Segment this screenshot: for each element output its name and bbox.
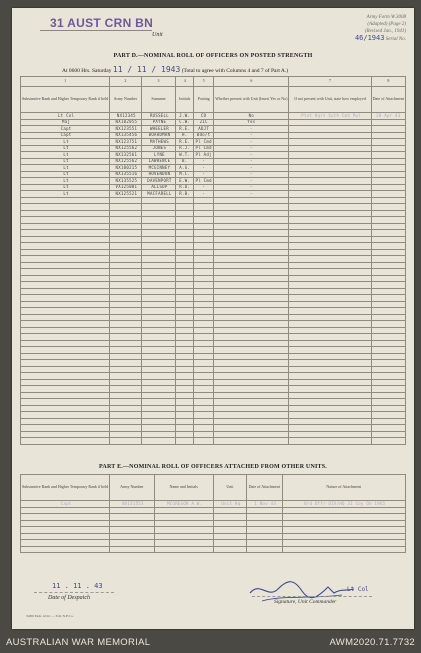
column-header: Date of Attachment	[371, 87, 405, 113]
table-cell: WHEELER	[141, 126, 176, 133]
unit-stamp: 31 AUST CRN BN	[50, 16, 154, 30]
unit-label: Unit	[152, 32, 163, 38]
table-cell: NX125521	[110, 191, 141, 198]
table-cell: NX123751	[110, 139, 141, 146]
column-header: Posting	[194, 87, 214, 113]
serial-number-handwritten: 46/1943	[354, 34, 385, 42]
empty-cell	[110, 438, 141, 445]
table-cell: -	[214, 184, 289, 191]
table-cell: A.G.	[176, 165, 194, 172]
table-cell: B.	[176, 158, 194, 165]
empty-cell	[154, 546, 213, 553]
table-cell: -	[214, 145, 289, 152]
table-cell: -	[214, 165, 289, 172]
table-cell: -	[194, 158, 214, 165]
table-cell: NX12345	[110, 113, 141, 120]
table-cell: -	[194, 184, 214, 191]
table-cell: Lt	[21, 165, 110, 172]
signature-rank: Lt Col	[347, 586, 369, 593]
table-cell: CO	[194, 113, 214, 120]
empty-cell	[213, 546, 246, 553]
table-cell: MCGINNEY	[141, 165, 176, 172]
table-cell: Capt	[21, 501, 110, 508]
table-cell: Lt	[21, 152, 110, 159]
table-cell: Pl Cmd	[195, 145, 212, 150]
table-cell: Ptnt Hqrs Suth Cmd Pwl	[289, 113, 371, 120]
form-reference	[355, 14, 406, 43]
table-cell: W.T.	[176, 152, 194, 159]
table-cell: Maj	[21, 119, 110, 126]
empty-cell	[194, 438, 214, 445]
form-ref-serial-label: Serial No.	[385, 37, 406, 42]
table-cell: MACFARELL	[141, 191, 176, 198]
table-cell: HOVENDON	[141, 171, 176, 178]
table-cell: RUSSELL	[141, 113, 176, 120]
table-cell: R.J.	[176, 145, 194, 152]
signature-line	[252, 596, 372, 597]
table-cell: -	[214, 158, 289, 165]
table-cell: Capt	[21, 126, 110, 133]
table-cell: -	[214, 171, 289, 178]
table-cell: Capt	[21, 132, 110, 139]
unit-underline	[40, 30, 152, 31]
part-d-rows	[21, 113, 406, 445]
table-cell: 1 Nov 43	[247, 501, 283, 508]
time-year-handwritten: 3	[175, 65, 181, 74]
table-cell: LYNE	[141, 152, 176, 159]
part-e-header-row	[21, 475, 406, 501]
column-number: 6	[214, 77, 289, 87]
table-cell: No	[214, 113, 289, 120]
table-cell: BOARDMAN	[141, 132, 176, 139]
table-cell: -	[194, 171, 214, 178]
column-number: 4	[176, 77, 194, 87]
column-number: 5	[194, 77, 214, 87]
table-cell: JONES	[141, 145, 176, 152]
table-cell: -	[214, 139, 289, 146]
empty-cell	[141, 438, 176, 445]
table-cell: Bdo/t	[194, 132, 214, 139]
column-number-row	[21, 77, 406, 87]
table-cell: ADJT	[194, 126, 214, 133]
time-date-handwritten: 11 / 11 / 194	[112, 65, 176, 74]
printer-imprint: 3,000 Pads 12/41 — 3/41 N.F.Co.	[26, 614, 74, 618]
empty-cell	[21, 546, 110, 553]
document-sheet	[12, 8, 414, 629]
column-number: 1	[21, 77, 110, 87]
part-d-title: PART D.—NOMINAL ROLL OF OFFICERS ON POSTED STRENGTH	[113, 53, 313, 59]
column-number: 8	[371, 77, 405, 87]
table-cell: Ord Offr DIV/HQ 31 Coy Oh 1965	[282, 501, 406, 508]
empty-row	[21, 546, 406, 553]
empty-cell	[289, 438, 371, 445]
table-cell: -	[214, 191, 289, 198]
despatch-date-handwritten: 11 . 11 . 43	[52, 582, 103, 590]
despatch-date-line	[34, 592, 114, 593]
part-e-column-header: Unit	[213, 475, 246, 501]
empty-cell	[214, 438, 289, 445]
table-cell: M.C.	[176, 171, 194, 178]
part-e-column-header: Army Number	[110, 475, 154, 501]
signature-label: Signature, Unit Commander	[274, 599, 337, 605]
table-cell: Lt	[21, 178, 110, 185]
table-cell: R.B.	[176, 191, 194, 198]
credit-institution: AUSTRALIAN WAR MEMORIAL	[6, 637, 151, 648]
table-cell: VX125001	[110, 184, 141, 191]
table-cell: 2IC	[194, 119, 214, 126]
despatch-date-label: Date of Despatch	[48, 595, 90, 601]
column-header: Whether present with Unit (Insert Yes or No)	[214, 87, 289, 113]
table-cell: PAYNE	[141, 119, 176, 126]
part-e-rows	[21, 501, 406, 553]
table-cell: -	[214, 178, 289, 185]
table-cell: Yes	[214, 119, 289, 126]
table-cell: Lt	[21, 184, 110, 191]
table-cell: -	[214, 132, 289, 139]
empty-cell	[176, 438, 194, 445]
column-header-row	[21, 87, 406, 113]
table-cell: MATHEWS	[141, 139, 176, 146]
table-cell: -	[194, 191, 214, 198]
column-header: If not present with Unit, state how employed	[289, 87, 371, 113]
table-cell: Lt	[21, 191, 110, 198]
empty-row	[21, 438, 406, 445]
table-cell: NX123551	[110, 126, 141, 133]
table-cell: 20 Apr 43	[371, 113, 405, 120]
column-header: Substantive Rank and Higher Temporary Rank if held	[21, 87, 110, 113]
part-e-table	[20, 474, 406, 553]
table-cell: C.W.	[176, 119, 194, 126]
time-suffix: (Total to agree with Columns 4 and 7 of Part A.)	[181, 68, 289, 74]
column-header: Surname	[141, 87, 176, 113]
empty-cell	[110, 546, 154, 553]
empty-cell	[282, 546, 406, 553]
table-cell: NX135456	[110, 132, 141, 139]
part-e-column-header: Name and Initials	[154, 475, 213, 501]
empty-cell	[21, 438, 110, 445]
table-cell: NX132561	[110, 152, 141, 159]
table-cell: J.W.	[176, 113, 194, 120]
column-header: Army Number	[110, 87, 141, 113]
table-cell: NX125562	[110, 145, 141, 152]
part-e-title: PART E.—NOMINAL ROLL OF OFFICERS ATTACHED FROM OTHER UNITS.	[99, 464, 327, 470]
table-cell: Pl Adj	[195, 151, 212, 157]
table-cell: -	[214, 152, 289, 159]
credit-accession-number: AWM2020.71.7732	[329, 637, 415, 648]
table-cell: -	[194, 165, 214, 172]
table-cell: DAVENPORT	[141, 178, 176, 185]
table-cell: LAWRENCE	[141, 158, 176, 165]
table-cell: E.W.	[176, 178, 194, 185]
form-ref-line3: (Revised Jan., 1941)	[364, 29, 406, 34]
table-cell: NX102055	[110, 119, 141, 126]
part-d-table	[20, 76, 406, 445]
column-number: 3	[141, 77, 176, 87]
table-cell: Lt Col	[21, 113, 110, 120]
table-cell: Pl Cmd	[195, 177, 212, 183]
table-cell: Pl Cmd	[195, 138, 212, 144]
table-cell: NX131553	[110, 501, 154, 508]
table-cell: MCGREGOR A.W.	[154, 501, 213, 508]
table-cell: Lt	[21, 145, 110, 152]
column-number: 2	[110, 77, 141, 87]
table-cell: H.	[176, 132, 194, 139]
time-prefix: At 0600 Hrs. Saturday	[62, 68, 112, 74]
part-e-column-header: Nature of Attachment	[282, 475, 406, 501]
table-cell: Unit Hq	[213, 501, 246, 508]
table-cell: R.D.	[176, 184, 194, 191]
part-d-time-line	[62, 65, 288, 74]
table-cell: R.E.	[176, 126, 194, 133]
table-cell: NX135516	[110, 171, 141, 178]
table-cell: Lt	[21, 171, 110, 178]
part-e-column-header: Date of Attachment	[247, 475, 283, 501]
table-cell: NX135525	[110, 178, 141, 185]
table-cell: NX125562	[110, 158, 141, 165]
table-cell: Lt	[21, 158, 110, 165]
form-ref-line2: (Adapted) (Page 2)	[367, 22, 406, 27]
table-cell: ALLSOP	[141, 184, 176, 191]
table-cell: -	[214, 126, 289, 133]
column-number: 7	[289, 77, 371, 87]
column-header: Initials	[176, 87, 194, 113]
empty-cell	[371, 438, 405, 445]
table-cell: R.E.	[176, 139, 194, 146]
table-cell: Lt	[21, 139, 110, 146]
form-ref-line1: Army Form W.3008	[366, 15, 406, 20]
table-cell: NX100215	[110, 165, 141, 172]
part-e-column-header: Substantive Rank and Higher Temporary Rank if held	[21, 475, 110, 501]
empty-cell	[247, 546, 283, 553]
